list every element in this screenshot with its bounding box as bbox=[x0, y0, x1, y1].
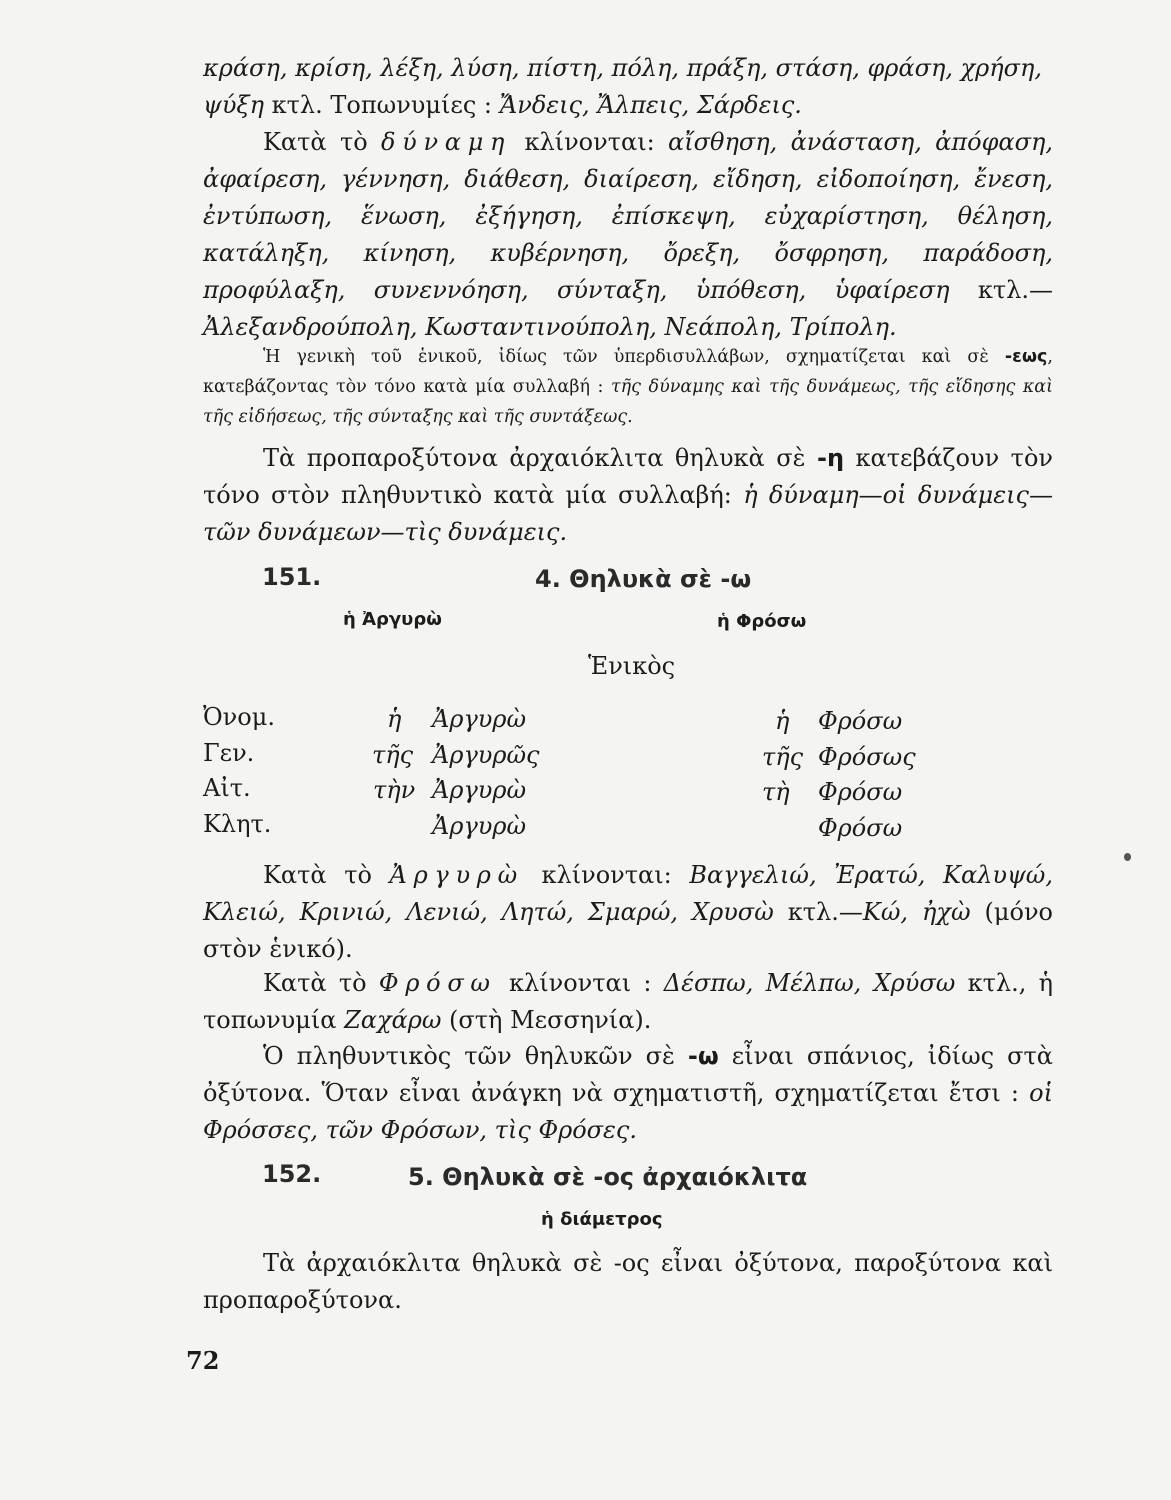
para-tail: (στὴ Μεσσηνία). bbox=[441, 1006, 652, 1034]
toponyms-label: κτλ. Τοπωνυμίες : bbox=[264, 91, 500, 119]
argyro-paragraph bbox=[203, 857, 1053, 968]
section-title: 5. Θηλυκὰ σὲ -ος ἀρχαιόκλιτα bbox=[408, 1163, 808, 1191]
para-lead: Κατὰ τὸ bbox=[263, 969, 379, 997]
para-mid: κλίνονται: bbox=[523, 861, 690, 889]
case-label: Ὀνομ. bbox=[203, 703, 275, 731]
place-names: Ἀλεξανδρούπολη, Κωσταντινούπολη, Νεάπολη, Τρίπολη. bbox=[203, 313, 897, 341]
proparoxytone-paragraph bbox=[203, 440, 1053, 551]
toponyms-list: Ἄνδεις, Ἄλπεις, Σάρδεις. bbox=[499, 91, 802, 119]
form-left: Ἀργυρὼ bbox=[432, 812, 527, 840]
article-right: τῆς bbox=[762, 743, 804, 771]
article-left: τῆς bbox=[372, 741, 414, 769]
article-left: τὴν bbox=[373, 776, 416, 804]
para-examples: ἡ δύναμη—οἱ δυνάμεις—τῶν δυνάμεων—τὶς δυνάμεις. bbox=[203, 481, 1053, 546]
ktl-text: κτλ.— bbox=[773, 898, 863, 926]
model-word: Φρόσω bbox=[378, 969, 497, 997]
ending-i: -η bbox=[817, 444, 845, 472]
case-label: Αἰτ. bbox=[203, 774, 251, 802]
ending-o: -ω bbox=[687, 1042, 719, 1070]
para-mid: εἶναι σπάνιος, ἰδίως στὰ ὀξύτονα. Ὅταν εἶναι ἀνάγκη νὰ σχηματιστῆ, σχηματίζεται ἔτσι : bbox=[203, 1042, 1053, 1107]
para-lead: Ὁ πληθυντικὸς τῶν θηλυκῶν σὲ bbox=[263, 1042, 688, 1070]
final-paragraph: Τὰ ἀρχαιόκλιτα θηλυκὰ σὲ -ος εἶναι ὀξύτονα, παροξύτονα καὶ προπαροξύτονα. bbox=[203, 1249, 1053, 1314]
froso-paragraph bbox=[203, 965, 1053, 1039]
word-list: κράση, κρίση, λέξη, λύση, πίστη, πόλη, πράξη, στάση, φράση, χρήση, bbox=[203, 54, 1043, 82]
continuation-paragraph bbox=[203, 50, 1053, 124]
form-right: Φρόσως bbox=[818, 743, 916, 771]
article-right: ἡ bbox=[775, 707, 790, 735]
model-right-heading: ἡ Φρόσω bbox=[717, 611, 807, 632]
para-tail: (μόνο στὸν ἑνικό). bbox=[203, 898, 1054, 963]
model-left-heading: ἡ Ἀργυρὼ bbox=[343, 609, 442, 630]
number-label: Ἑνικὸς bbox=[588, 652, 676, 680]
ink-spot bbox=[1124, 853, 1131, 861]
model-word: δύναμη bbox=[381, 128, 512, 156]
section-number: 151. bbox=[262, 563, 322, 591]
form-right: Φρόσω bbox=[818, 778, 903, 806]
note-mid: , κατεβάζοντας τὸν τόνο κατὰ μία συλλαβή : bbox=[203, 347, 1053, 397]
word-list: Βαγγελιώ, Ἐρατώ, Καλυψώ, Κλειώ, Κρινιώ, Λενιώ, Λητώ, Σμαρώ, Χρυσὼ bbox=[203, 861, 1053, 926]
form-left: Ἀργυρὼ bbox=[432, 705, 527, 733]
page-number: 72 bbox=[186, 1346, 220, 1375]
section-title: 4. Θηλυκὰ σὲ -ω bbox=[535, 565, 752, 593]
para-mid: κλίνονται : bbox=[496, 969, 664, 997]
model-word: Ἀργυρὼ bbox=[389, 861, 524, 889]
model-heading: ἡ διάμετρος bbox=[541, 1209, 663, 1230]
word-list: αἴσθηση, ἀνάσταση, ἀπόφαση, ἀφαίρεση, γέννηση, διάθεση, διαίρεση, εἴδηση, εἰδοποίηση, ἔνεση, ἐντύπωση, ἕνωση, ἐξήγηση, ἐπίσκεψη, εὐχαρίστηση, θέληση, κατάληξη, κίνηση, κυβέρνηση, ὄρεξη, ὄσφρηση, παράδοση, προφύλαξη, συνεννόηση, σύνταξη, ὑπόθεση, ὑφαίρεση bbox=[203, 128, 1053, 304]
dynami-paragraph bbox=[203, 124, 1053, 346]
extra-words: Κώ, ἠχὼ bbox=[862, 898, 971, 926]
section-number: 152. bbox=[262, 1160, 322, 1188]
para-lead: Κατὰ τὸ bbox=[263, 128, 381, 156]
form-right: Φρόσω bbox=[818, 814, 903, 842]
word-list: Δέσπω, Μέλπω, Χρύσω bbox=[663, 969, 956, 997]
genitive-note bbox=[203, 342, 1053, 432]
article-right: τὴ bbox=[762, 778, 790, 806]
form-left: Ἀργυρῶς bbox=[432, 741, 540, 769]
ktl-text: κτλ.— bbox=[949, 276, 1054, 304]
place-name: Ζαχάρω bbox=[344, 1006, 442, 1034]
para-lead: Τὰ προπαροξύτονα ἀρχαιόκλιτα θηλυκὰ σὲ bbox=[263, 444, 817, 472]
note-lead: Ἡ γενικὴ τοῦ ἑνικοῦ, ἰδίως τῶν ὑπερδισυλλάβων, σχηματίζεται καὶ σὲ bbox=[263, 347, 1005, 367]
case-label: Γεν. bbox=[203, 739, 255, 767]
para-lead: Κατὰ τὸ bbox=[263, 861, 390, 889]
form-left: Ἀργυρὼ bbox=[432, 776, 527, 804]
para-examples: οἱ Φρόσσες, τῶν Φρόσων, τὶς Φρόσες. bbox=[203, 1079, 1053, 1144]
ending-eos: -εως bbox=[1004, 347, 1048, 367]
form-right: Φρόσω bbox=[818, 707, 903, 735]
para-mid: κατεβάζουν τὸν τόνο στὸν πληθυντικὸ κατὰ μία συλλαβή: bbox=[203, 444, 1053, 509]
article-left: ἡ bbox=[387, 705, 402, 733]
case-label: Κλητ. bbox=[203, 810, 272, 838]
ktl-text: κτλ., ἡ τοπωνυμία bbox=[203, 969, 1054, 1034]
word-psyxi: ψύξη bbox=[203, 91, 265, 119]
plural-paragraph bbox=[203, 1038, 1053, 1149]
para-mid: κλίνονται: bbox=[511, 128, 669, 156]
note-examples: τῆς δύναμης καὶ τῆς δυνάμεως, τῆς εἴδησης καὶ τῆς εἰδήσεως, τῆς σύνταξης καὶ τῆς συντάξεως. bbox=[203, 377, 1053, 427]
